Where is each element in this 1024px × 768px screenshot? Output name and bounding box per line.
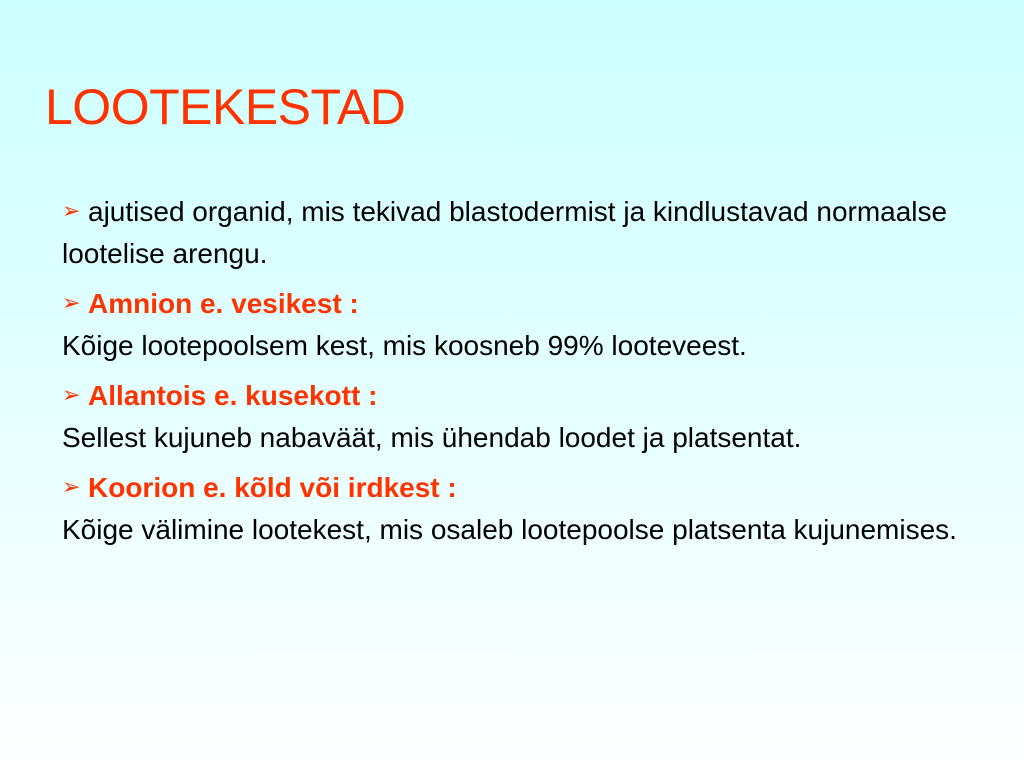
item-heading: Amnion e. vesikest : <box>88 288 359 319</box>
list-item <box>62 192 1002 274</box>
item-text: Kõige lootepoolsem kest, mis koosneb 99% looteveest. <box>62 330 747 361</box>
arrow-bullet-icon: ➢ <box>62 198 81 223</box>
item-heading: Koorion e. kõld või irdkest : <box>88 472 457 503</box>
slide-title: LOOTEKESTAD <box>45 79 406 135</box>
list-item <box>62 376 1002 458</box>
item-text: ajutised organid, mis tekivad blastodermist ja kindlustavad normaalse lootelise arengu. <box>62 196 948 269</box>
bullet-list <box>62 192 1002 560</box>
item-heading: Allantois e. kusekott : <box>88 380 378 411</box>
list-item <box>62 468 1002 550</box>
list-item <box>62 284 1002 366</box>
arrow-bullet-icon: ➢ <box>62 290 81 315</box>
item-text: Kõige välimine lootekest, mis osaleb lootepoolse platsenta kujunemises. <box>62 514 957 545</box>
item-text: Sellest kujuneb nabaväät, mis ühendab loodet ja platsentat. <box>62 422 802 453</box>
arrow-bullet-icon: ➢ <box>62 474 81 499</box>
arrow-bullet-icon: ➢ <box>62 382 81 407</box>
